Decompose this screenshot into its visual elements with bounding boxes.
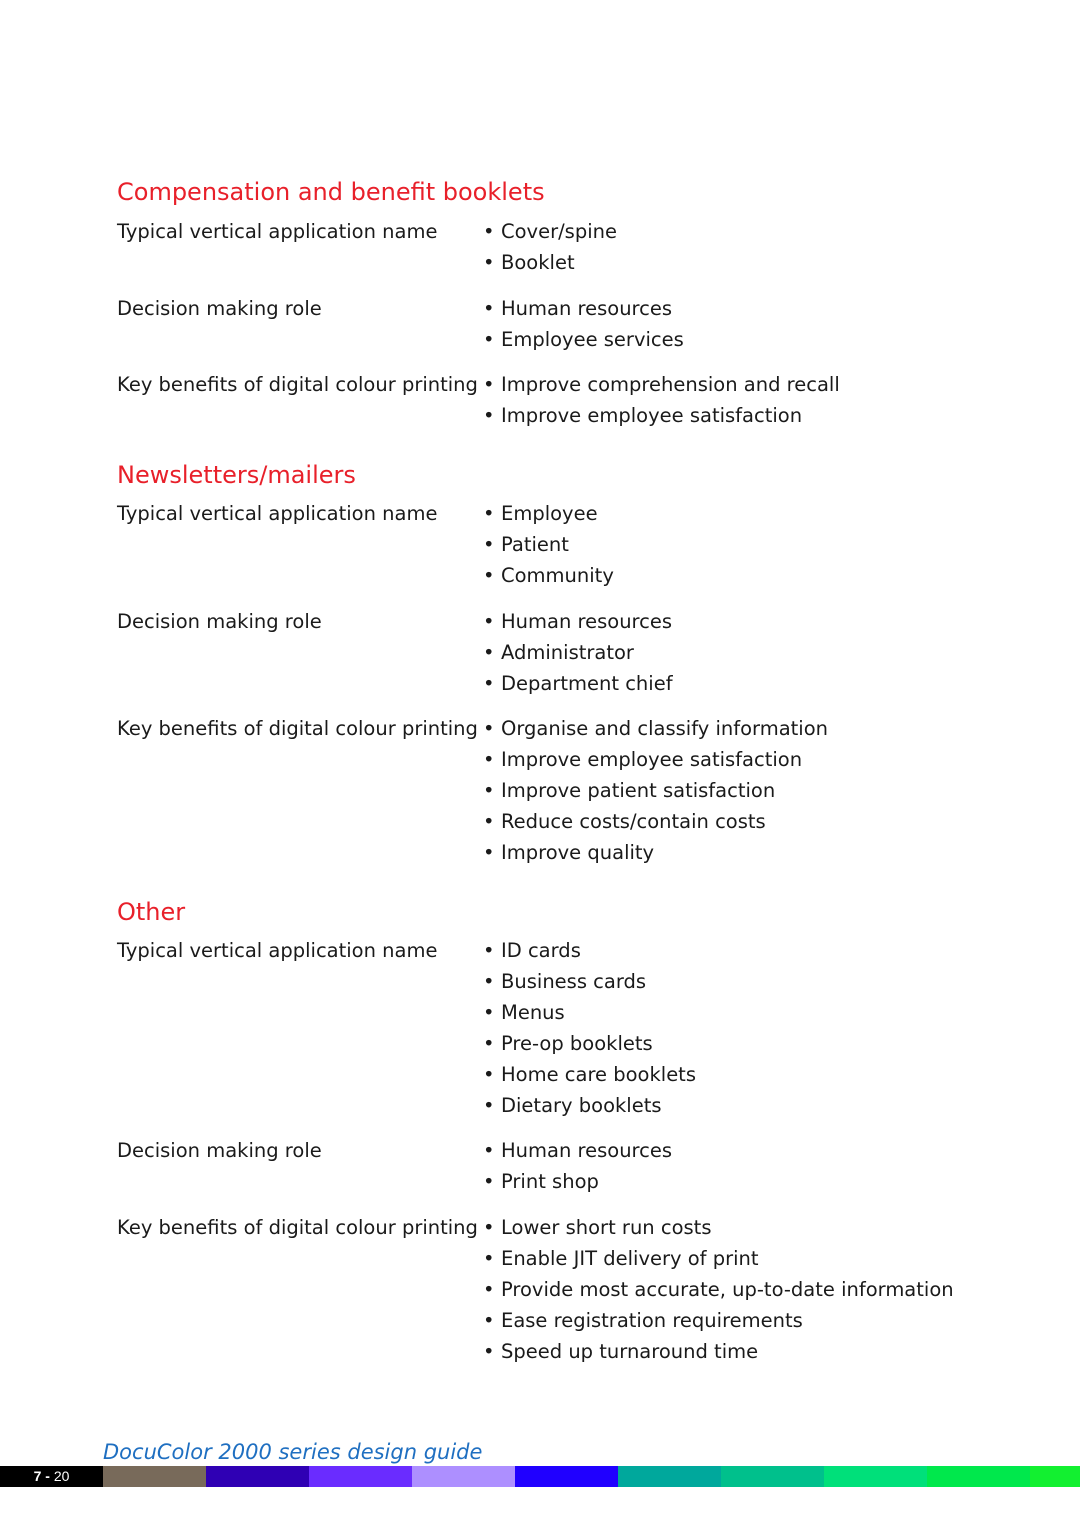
- color-swatch: [927, 1466, 1030, 1487]
- row-label: Typical vertical application name: [117, 502, 438, 525]
- list-item: • Pre-op booklets: [483, 1032, 653, 1055]
- list-item: • Department chief: [483, 672, 673, 695]
- list-item: • Employee: [483, 502, 598, 525]
- page-number: 7 - 20: [0, 1466, 103, 1487]
- list-item: • Ease registration requirements: [483, 1309, 803, 1332]
- color-swatch: [206, 1466, 309, 1487]
- list-item: • Cover/spine: [483, 220, 617, 243]
- list-item: • Improve patient satisfaction: [483, 779, 776, 802]
- row-label: Decision making role: [117, 297, 322, 320]
- list-item: • Home care booklets: [483, 1063, 696, 1086]
- list-item: • Improve employee satisfaction: [483, 404, 803, 427]
- list-item: • Booklet: [483, 251, 575, 274]
- list-item: • Speed up turnaround time: [483, 1340, 759, 1363]
- color-swatch: [1030, 1466, 1080, 1487]
- row-label: Key benefits of digital colour printing: [117, 717, 478, 740]
- list-item: • Improve quality: [483, 841, 655, 864]
- footer-title: DocuColor 2000 series design guide: [103, 1440, 483, 1464]
- section-title: Newsletters/mailers: [117, 461, 356, 489]
- list-item: • Patient: [483, 533, 569, 556]
- row-label: Decision making role: [117, 610, 322, 633]
- list-item: • Provide most accurate, up-to-date information: [483, 1278, 954, 1301]
- list-item: • ID cards: [483, 939, 581, 962]
- list-item: • Lower short run costs: [483, 1216, 712, 1239]
- section-title: Compensation and benefit booklets: [117, 178, 545, 206]
- list-item: • Organise and classify information: [483, 717, 828, 740]
- list-item: • Administrator: [483, 641, 634, 664]
- list-item: • Improve comprehension and recall: [483, 373, 840, 396]
- row-label: Decision making role: [117, 1139, 322, 1162]
- list-item: • Community: [483, 564, 614, 587]
- color-swatch: [618, 1466, 721, 1487]
- color-swatch: [721, 1466, 824, 1487]
- list-item: • Employee services: [483, 328, 684, 351]
- row-label: Typical vertical application name: [117, 220, 438, 243]
- list-item: • Reduce costs/contain costs: [483, 810, 766, 833]
- row-label: Key benefits of digital colour printing: [117, 1216, 478, 1239]
- color-swatch: [824, 1466, 927, 1487]
- list-item: • Improve employee satisfaction: [483, 748, 803, 771]
- list-item: • Business cards: [483, 970, 647, 993]
- list-item: • Enable JIT delivery of print: [483, 1247, 759, 1270]
- list-item: • Print shop: [483, 1170, 599, 1193]
- list-item: • Human resources: [483, 1139, 673, 1162]
- row-label: Typical vertical application name: [117, 939, 438, 962]
- list-item: • Human resources: [483, 297, 673, 320]
- color-swatch: [412, 1466, 515, 1487]
- row-label: Key benefits of digital colour printing: [117, 373, 478, 396]
- color-swatch: [515, 1466, 618, 1487]
- list-item: • Human resources: [483, 610, 673, 633]
- color-swatch: [309, 1466, 412, 1487]
- list-item: • Dietary booklets: [483, 1094, 662, 1117]
- color-swatch: [103, 1466, 206, 1487]
- color-bar: [0, 1466, 1080, 1487]
- section-title: Other: [117, 898, 186, 926]
- list-item: • Menus: [483, 1001, 565, 1024]
